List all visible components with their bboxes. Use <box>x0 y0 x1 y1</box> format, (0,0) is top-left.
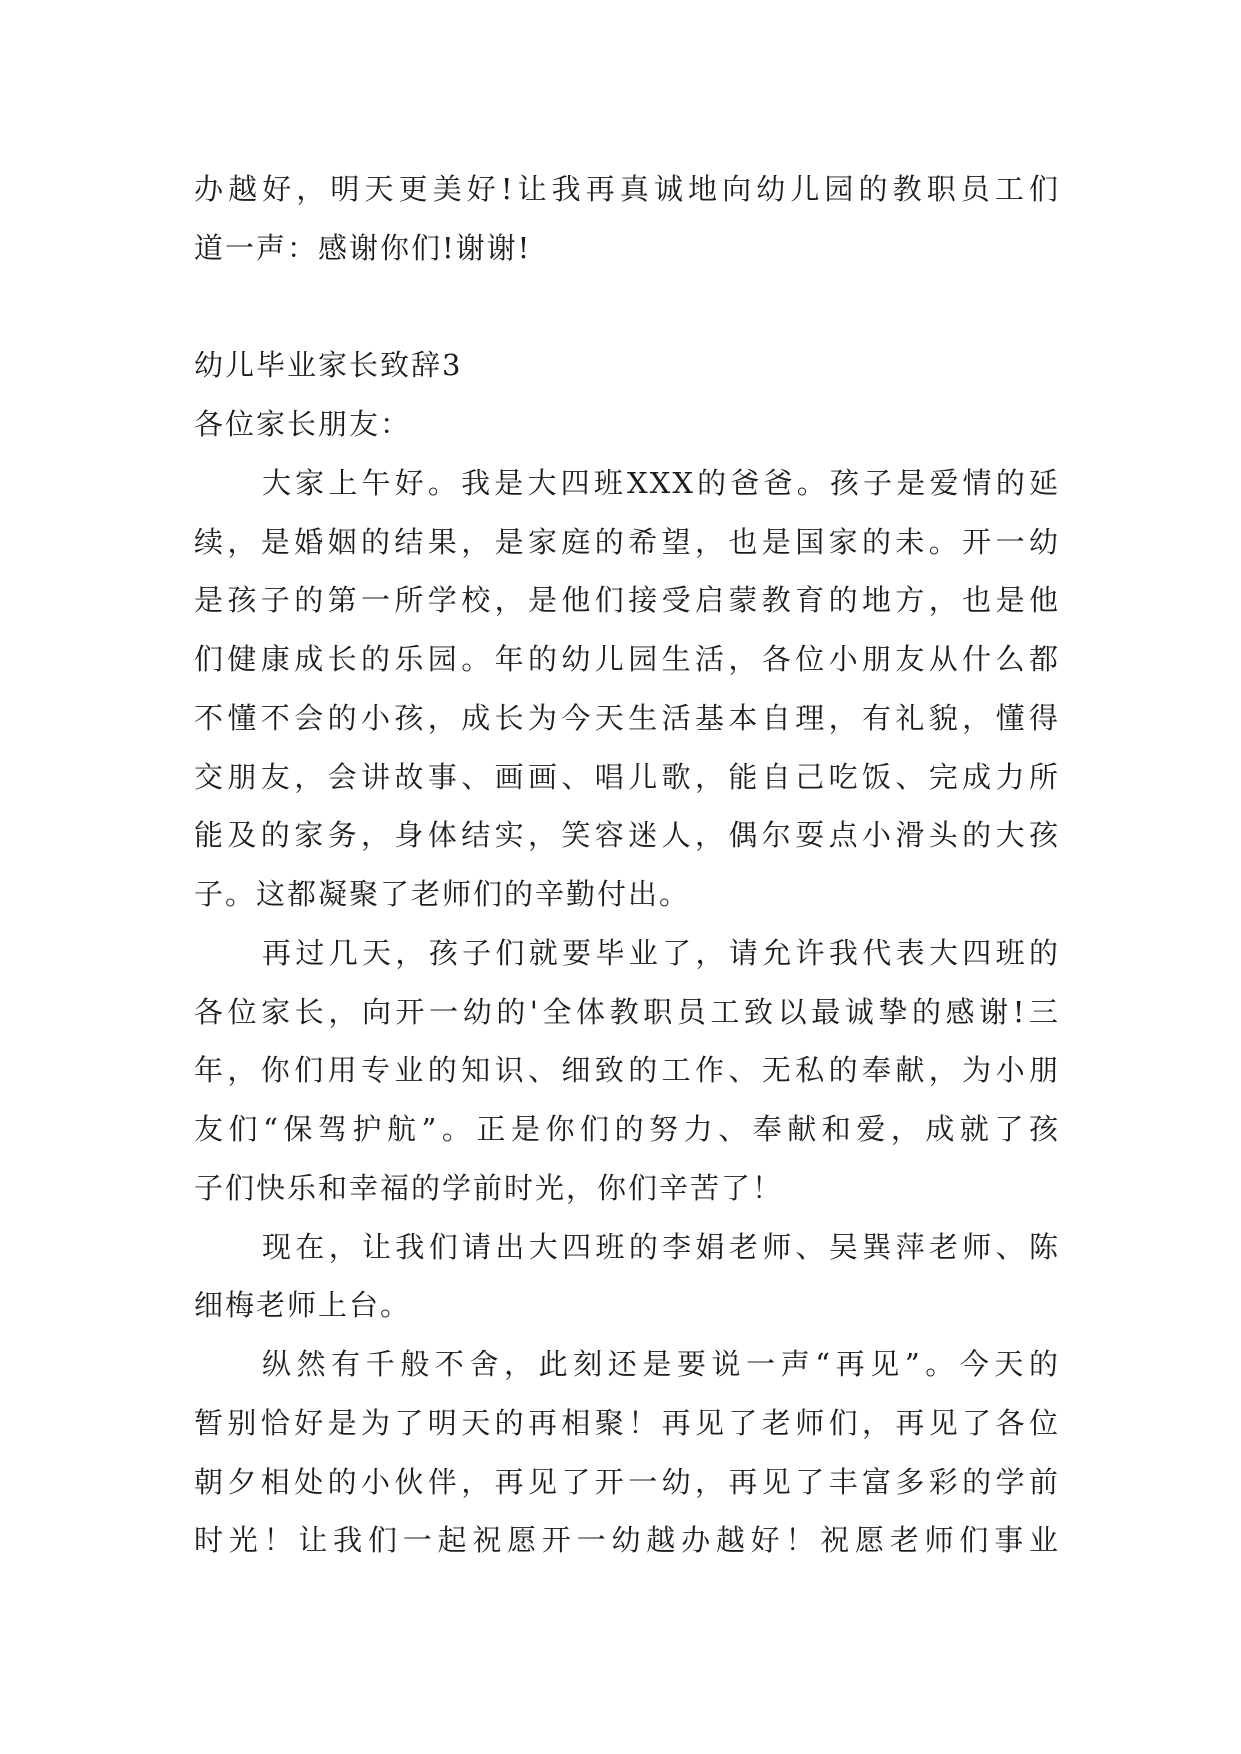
paragraph-2-line-1: 再过几天，孩子们就要毕业了，请允许我代表大四班的 <box>262 935 1060 970</box>
paragraph-2-line-3: 年，你们用专业的知识、细致的工作、无私的奉献，为小朋 <box>194 1053 1060 1088</box>
paragraph-1-line-5: 不懂不会的小孩，成长为今天生活基本自理，有礼貌，懂得 <box>194 700 1060 735</box>
paragraph-4 <box>194 1335 1060 1570</box>
paragraph-2-line-5: 子们快乐和幸福的学前时光，你们辛苦了！ <box>194 1170 784 1205</box>
continuation-line-2: 道一声：感谢你们!谢谢! <box>194 230 532 265</box>
paragraph-2 <box>194 924 1060 1218</box>
paragraph-1-line-7: 能及的家务，身体结实，笑容迷人，偶尔耍点小滑头的大孩 <box>194 818 1060 853</box>
salutation: 各位家长朋友： <box>194 407 412 441</box>
paragraph-4-line-4: 时光！让我们一起祝愿开一幼越办越好！祝愿老师们事业 <box>194 1523 1060 1558</box>
paragraph-1-line-3: 是孩子的第一所学校，是他们接受启蒙教育的地方，也是他 <box>194 583 1060 618</box>
paragraph-1-line-2: 续，是婚姻的结果，是家庭的希望，也是国家的未。开一幼 <box>194 524 1060 559</box>
blank-line <box>194 278 1060 337</box>
paragraph-2-line-4: 友们“保驾护航”。正是你们的努力、奉献和爱，成就了孩 <box>194 1112 1060 1146</box>
paragraph-4-line-3: 朝夕相处的小伙伴，再见了开一幼，再见了丰富多彩的学前 <box>194 1464 1060 1499</box>
paragraph-1-line-8: 子。这都凝聚了老师们的辛勤付出。 <box>194 877 691 911</box>
paragraph-4-line-1: 纵然有千般不舍，此刻还是要说一声“再见”。今天的 <box>262 1347 1060 1381</box>
paragraph-1-line-4: 们健康成长的乐园。年的幼儿园生活，各位小朋友从什么都 <box>194 642 1060 676</box>
paragraph-3-line-1: 现在，让我们请出大四班的李娟老师、吴巽萍老师、陈 <box>262 1229 1060 1264</box>
continuation-paragraph <box>194 160 1060 278</box>
paragraph-2-line-2: 各位家长，向开一幼的'全体教职员工致以最诚挚的感谢!三 <box>194 994 1060 1029</box>
paragraph-1 <box>194 454 1060 924</box>
paragraph-1-line-1: 大家上午好。我是大四班XXX的爸爸。孩子是爱情的延 <box>262 465 1060 500</box>
text-body <box>194 160 1060 1570</box>
paragraph-3 <box>194 1218 1060 1336</box>
paragraph-4-line-2: 暂别恰好是为了明天的再相聚！再见了老师们，再见了各位 <box>194 1405 1060 1440</box>
paragraph-1-line-6: 交朋友，会讲故事、画画、唱儿歌，能自己吃饭、完成力所 <box>194 759 1060 794</box>
continuation-line-1: 办越好，明天更美好!让我再真诚地向幼儿园的教职员工们 <box>194 172 1060 206</box>
section-heading: 幼儿毕业家长致辞3 <box>194 348 463 383</box>
paragraph-3-line-2: 细梅老师上台。 <box>194 1288 412 1323</box>
